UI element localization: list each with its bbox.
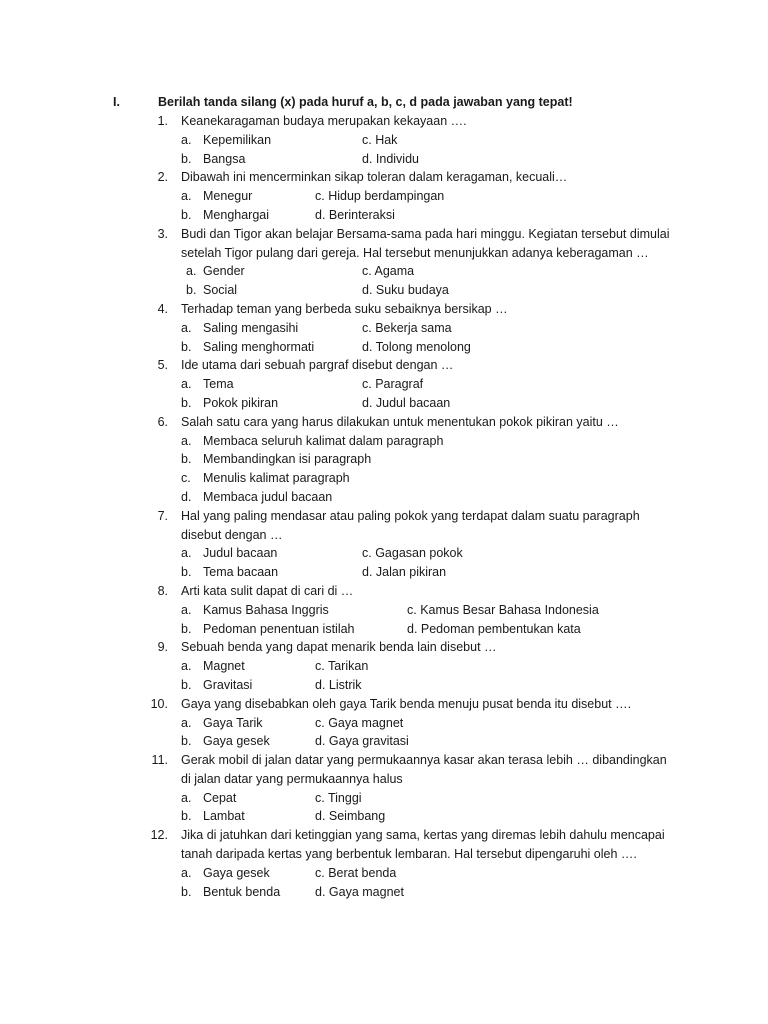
option-row	[0, 883, 768, 902]
question-line	[0, 695, 768, 714]
question-item	[0, 695, 768, 751]
question-number: 9.	[157, 640, 168, 655]
option-text: Bangsa	[203, 151, 246, 166]
question-text: Dibawah ini mencerminkan sikap toleran dalam keragaman, kecuali…	[181, 170, 568, 185]
option-row	[0, 544, 768, 563]
option-right: d. Seimbang	[315, 809, 386, 824]
question-line	[0, 826, 768, 845]
option-letter: b.	[181, 151, 192, 166]
option-letter: a.	[181, 433, 192, 448]
option-right: c. Gagasan pokok	[362, 546, 463, 561]
option-letter: a.	[181, 659, 192, 674]
question-number: 10.	[150, 696, 168, 711]
option-letter: a.	[181, 189, 192, 204]
option-letter: b.	[181, 565, 192, 580]
question-text: disebut dengan …	[181, 527, 283, 542]
question-text: Gerak mobil di jalan datar yang permukaannya kasar akan terasa lebih … dibandingkan	[181, 753, 667, 768]
question-text: Terhadap teman yang berbeda suku sebaiknya bersikap …	[181, 301, 508, 316]
option-row	[0, 394, 768, 413]
option-row	[0, 131, 768, 150]
question-line	[0, 751, 768, 770]
option-right: c. Kamus Besar Bahasa Indonesia	[407, 602, 599, 617]
option-row	[0, 450, 768, 469]
question-item	[0, 413, 768, 507]
option-letter: b.	[181, 207, 192, 222]
option-text: Pedoman penentuan istilah	[203, 621, 355, 636]
question-line	[0, 770, 768, 789]
question-item	[0, 826, 768, 901]
option-row	[0, 432, 768, 451]
option-right: c. Hidup berdampingan	[315, 189, 445, 204]
question-item	[0, 638, 768, 694]
question-item	[0, 582, 768, 638]
option-right: d. Suku budaya	[362, 283, 449, 298]
question-text: Gaya yang disebabkan oleh gaya Tarik benda menuju pusat benda itu disebut ….	[181, 696, 632, 711]
option-right: c. Paragraf	[362, 377, 424, 392]
option-right: c. Bekerja sama	[362, 320, 452, 335]
option-text: Cepat	[203, 790, 237, 805]
option-right: c. Agama	[362, 264, 415, 279]
question-number: 11.	[151, 753, 168, 768]
option-letter: a.	[181, 320, 192, 335]
question-text: Hal yang paling mendasar atau paling pokok yang terdapat dalam suatu paragraph	[181, 508, 640, 523]
question-line	[0, 507, 768, 526]
option-row	[0, 620, 768, 639]
question-text: Sebuah benda yang dapat menarik benda lain disebut …	[181, 640, 497, 655]
option-letter: a.	[181, 546, 192, 561]
option-letter: c.	[181, 471, 191, 486]
option-text: Kepemilikan	[203, 132, 272, 147]
option-right: c. Tarikan	[315, 659, 369, 674]
option-letter: a.	[181, 377, 192, 392]
question-number: 12.	[150, 828, 168, 843]
question-number: 1.	[157, 114, 168, 128]
question-number: 4.	[157, 301, 168, 316]
question-number: 3.	[157, 226, 168, 241]
option-letter: b.	[181, 452, 192, 467]
option-text: Tema	[203, 377, 234, 392]
option-right: c. Hak	[362, 132, 398, 147]
question-text: Arti kata sulit dapat di cari di …	[181, 583, 354, 598]
option-text: Pokok pikiran	[203, 395, 279, 410]
option-text: Social	[203, 283, 238, 298]
option-text: Tema bacaan	[203, 565, 279, 580]
option-row	[0, 864, 768, 883]
option-right: d. Pedoman pembentukan kata	[407, 621, 581, 636]
option-text: Membaca seluruh kalimat dalam paragraph	[203, 433, 444, 448]
question-text: Jika di jatuhkan dari ketinggian yang sama, kertas yang diremas lebih dahulu mencapai	[181, 828, 665, 843]
option-letter: b.	[181, 621, 192, 636]
option-right: d. Judul bacaan	[362, 395, 451, 410]
option-right: c. Berat benda	[315, 865, 397, 880]
question-line	[0, 225, 768, 244]
option-text: Gender	[203, 264, 245, 279]
option-letter: b.	[186, 283, 197, 298]
question-line	[0, 168, 768, 187]
option-row	[0, 281, 768, 300]
option-letter: a.	[181, 602, 192, 617]
option-letter: a.	[181, 790, 192, 805]
option-right: d. Listrik	[315, 677, 362, 692]
option-row	[0, 807, 768, 826]
section-instruction: Berilah tanda silang (x) pada huruf a, b, c, d pada jawaban yang tepat!	[158, 95, 573, 109]
option-row	[0, 206, 768, 225]
option-row	[0, 714, 768, 733]
question-line	[0, 413, 768, 432]
option-letter: a.	[181, 132, 192, 147]
option-right: d. Jalan pikiran	[362, 565, 447, 580]
option-text: Lambat	[203, 809, 245, 824]
option-row	[0, 150, 768, 169]
option-row	[0, 488, 768, 507]
option-letter: b.	[181, 395, 192, 410]
question-number: 5.	[157, 358, 168, 373]
option-row	[0, 319, 768, 338]
option-letter: b.	[181, 734, 192, 749]
option-text: Gravitasi	[203, 677, 253, 692]
option-row	[0, 657, 768, 676]
option-row	[0, 732, 768, 751]
question-line	[0, 638, 768, 657]
question-number: 7.	[157, 508, 168, 523]
question-text: Ide utama dari sebuah pargraf disebut dengan …	[181, 358, 454, 373]
option-letter: b.	[181, 809, 192, 824]
question-number: 8.	[157, 583, 168, 598]
option-text: Saling mengasihi	[203, 320, 299, 335]
option-text: Saling menghormati	[203, 339, 315, 354]
question-list	[0, 112, 768, 901]
option-right: c. Gaya magnet	[315, 715, 404, 730]
section-number: I.	[113, 95, 120, 109]
option-letter: b.	[181, 884, 192, 899]
question-line	[0, 244, 768, 263]
question-line	[0, 112, 768, 131]
question-text: Keanekaragaman budaya merupakan kekayaan ….	[181, 114, 467, 128]
question-item	[0, 112, 768, 168]
option-row	[0, 338, 768, 357]
option-text: Gaya Tarik	[203, 715, 263, 730]
option-text: Bentuk benda	[203, 884, 281, 899]
option-text: Menulis kalimat paragraph	[203, 471, 350, 486]
question-line	[0, 526, 768, 545]
option-row	[0, 187, 768, 206]
option-row	[0, 789, 768, 808]
question-line	[0, 582, 768, 601]
option-letter: d.	[181, 489, 192, 504]
option-text: Membaca judul bacaan	[203, 489, 333, 504]
option-letter: b.	[181, 339, 192, 354]
option-text: Magnet	[203, 659, 245, 674]
option-row	[0, 262, 768, 281]
question-text: setelah Tigor pulang dari gereja. Hal tersebut menunjukkan adanya keberagaman …	[181, 245, 649, 260]
question-number: 6.	[157, 414, 168, 429]
option-row	[0, 676, 768, 695]
option-row	[0, 375, 768, 394]
question-line	[0, 300, 768, 319]
option-text: Menghargai	[203, 207, 270, 222]
option-right: d. Berinteraksi	[315, 207, 395, 222]
option-text: Judul bacaan	[203, 546, 278, 561]
question-item	[0, 300, 768, 356]
question-item	[0, 507, 768, 582]
option-letter: b.	[181, 677, 192, 692]
option-text: Menegur	[203, 189, 253, 204]
question-line	[0, 845, 768, 864]
question-number: 2.	[157, 170, 168, 185]
question-text: di jalan datar yang permukaannya halus	[181, 771, 403, 786]
option-letter: a.	[181, 865, 192, 880]
question-text: Budi dan Tigor akan belajar Bersama-sama pada hari minggu. Kegiatan tersebut dimulai	[181, 226, 670, 241]
option-right: c. Tinggi	[315, 790, 362, 805]
option-text: Gaya gesek	[203, 865, 270, 880]
option-right: d. Individu	[362, 151, 419, 166]
question-item	[0, 168, 768, 224]
option-row	[0, 563, 768, 582]
option-text: Membandingkan isi paragraph	[203, 452, 372, 467]
option-right: d. Gaya magnet	[315, 884, 404, 899]
question-item	[0, 751, 768, 826]
question-text: tanah daripada kertas yang berbentuk lembaran. Hal tersebut dipengaruhi oleh ….	[181, 847, 637, 862]
option-text: Kamus Bahasa Inggris	[203, 602, 329, 617]
question-item	[0, 225, 768, 300]
question-line	[0, 356, 768, 375]
question-item	[0, 356, 768, 412]
option-letter: a.	[181, 715, 192, 730]
question-text: Salah satu cara yang harus dilakukan untuk menentukan pokok pikiran yaitu …	[181, 414, 619, 429]
option-letter: a.	[186, 264, 197, 279]
option-right: d. Tolong menolong	[362, 339, 471, 354]
option-row	[0, 601, 768, 620]
option-text: Gaya gesek	[203, 734, 270, 749]
option-row	[0, 469, 768, 488]
option-right: d. Gaya gravitasi	[315, 734, 409, 749]
